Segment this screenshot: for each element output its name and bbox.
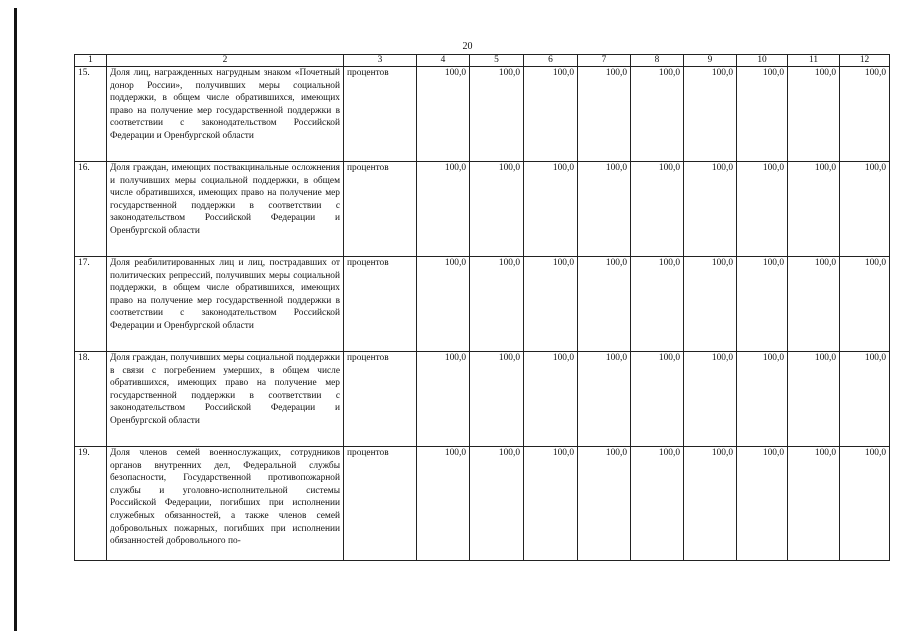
indicator-description: Доля реабилитированных лиц и лиц, пострадавших от политических репрессий, получивших меры социальной поддержки, в общем числе обратившихся, имеющих право на получение мер государственной поддержки в соответствии с законодательством Российской Федерации и Оренбургской области (107, 257, 344, 352)
value-cell: 100,0 (470, 447, 524, 561)
value-cell: 100,0 (788, 162, 840, 257)
value-cell: 100,0 (788, 67, 840, 162)
header-cell: 8 (631, 55, 684, 67)
value-cell: 100,0 (470, 352, 524, 447)
value-cell: 100,0 (417, 162, 470, 257)
row-number: 15. (75, 67, 107, 162)
row-number: 16. (75, 162, 107, 257)
indicator-description: Доля лиц, награжденных нагрудным знаком «Почетный донор России», получивших меры социальной поддержки, в общем числе обратившихся, имеющих право на получение мер государственной поддержки в соответствии с законодательством Российской Федерации и Оренбургской области (107, 67, 344, 162)
value-cell: 100,0 (524, 447, 578, 561)
value-cell: 100,0 (417, 257, 470, 352)
header-cell: 4 (417, 55, 470, 67)
unit-cell: процентов (344, 447, 417, 561)
value-cell: 100,0 (578, 352, 631, 447)
value-cell: 100,0 (524, 352, 578, 447)
value-cell: 100,0 (840, 257, 890, 352)
value-cell: 100,0 (737, 162, 788, 257)
table-row (75, 162, 890, 257)
value-cell: 100,0 (524, 162, 578, 257)
value-cell: 100,0 (737, 352, 788, 447)
value-cell: 100,0 (417, 447, 470, 561)
value-cell: 100,0 (788, 257, 840, 352)
header-cell: 10 (737, 55, 788, 67)
unit-cell: процентов (344, 257, 417, 352)
unit-cell: процентов (344, 162, 417, 257)
value-cell: 100,0 (840, 447, 890, 561)
scan-edge-bar (14, 8, 17, 631)
value-cell: 100,0 (524, 257, 578, 352)
row-number: 19. (75, 447, 107, 561)
value-cell: 100,0 (737, 447, 788, 561)
unit-cell: процентов (344, 352, 417, 447)
value-cell: 100,0 (470, 162, 524, 257)
table-body (75, 55, 890, 561)
value-cell: 100,0 (578, 162, 631, 257)
header-cell: 11 (788, 55, 840, 67)
row-number: 17. (75, 257, 107, 352)
value-cell: 100,0 (631, 67, 684, 162)
value-cell: 100,0 (578, 447, 631, 561)
value-cell: 100,0 (578, 67, 631, 162)
value-cell: 100,0 (788, 352, 840, 447)
indicator-description: Доля граждан, имеющих поствакцинальные осложнения и получивших меры социальной поддержки, в общем числе обратившихся, имеющих право на получение мер государственной поддержки в соответствии с законодательством Российской Федерации и Оренбургской области (107, 162, 344, 257)
header-cell: 2 (107, 55, 344, 67)
indicator-table (74, 54, 890, 561)
value-cell: 100,0 (840, 352, 890, 447)
header-cell: 6 (524, 55, 578, 67)
value-cell: 100,0 (684, 162, 737, 257)
header-row (75, 55, 890, 67)
value-cell: 100,0 (840, 67, 890, 162)
header-cell: 1 (75, 55, 107, 67)
value-cell: 100,0 (631, 162, 684, 257)
value-cell: 100,0 (840, 162, 890, 257)
header-cell: 5 (470, 55, 524, 67)
header-cell: 12 (840, 55, 890, 67)
table-row (75, 257, 890, 352)
value-cell: 100,0 (737, 257, 788, 352)
header-cell: 7 (578, 55, 631, 67)
row-number: 18. (75, 352, 107, 447)
value-cell: 100,0 (788, 447, 840, 561)
value-cell: 100,0 (578, 257, 631, 352)
unit-cell: процентов (344, 67, 417, 162)
header-cell: 3 (344, 55, 417, 67)
header-cell: 9 (684, 55, 737, 67)
page-number: 20 (462, 41, 473, 52)
value-cell: 100,0 (631, 257, 684, 352)
value-cell: 100,0 (417, 352, 470, 447)
value-cell: 100,0 (684, 447, 737, 561)
value-cell: 100,0 (631, 352, 684, 447)
value-cell: 100,0 (631, 447, 684, 561)
table-row (75, 67, 890, 162)
value-cell: 100,0 (684, 352, 737, 447)
value-cell: 100,0 (684, 67, 737, 162)
value-cell: 100,0 (417, 67, 470, 162)
value-cell: 100,0 (470, 67, 524, 162)
value-cell: 100,0 (524, 67, 578, 162)
table-row (75, 447, 890, 561)
value-cell: 100,0 (737, 67, 788, 162)
value-cell: 100,0 (684, 257, 737, 352)
table-row (75, 352, 890, 447)
value-cell: 100,0 (470, 257, 524, 352)
indicator-description: Доля членов семей военнослужащих, сотрудников органов внутренних дел, Федеральной службы безопасности, Государственной противопожарной службы и уголовно-исполнительной системы Российской Федерации, погибших при исполнении служебных обязанностей, а также членов семей добровольных пожарных, погибших при исполнении обязанностей добровольного по- (107, 447, 344, 561)
indicator-description: Доля граждан, получивших меры социальной поддержки в связи с погребением умерших, в общем числе обратившихся, имеющих право на получение мер государственной поддержки в соответствии с законодательством Российской Федерации и Оренбургской области (107, 352, 344, 447)
